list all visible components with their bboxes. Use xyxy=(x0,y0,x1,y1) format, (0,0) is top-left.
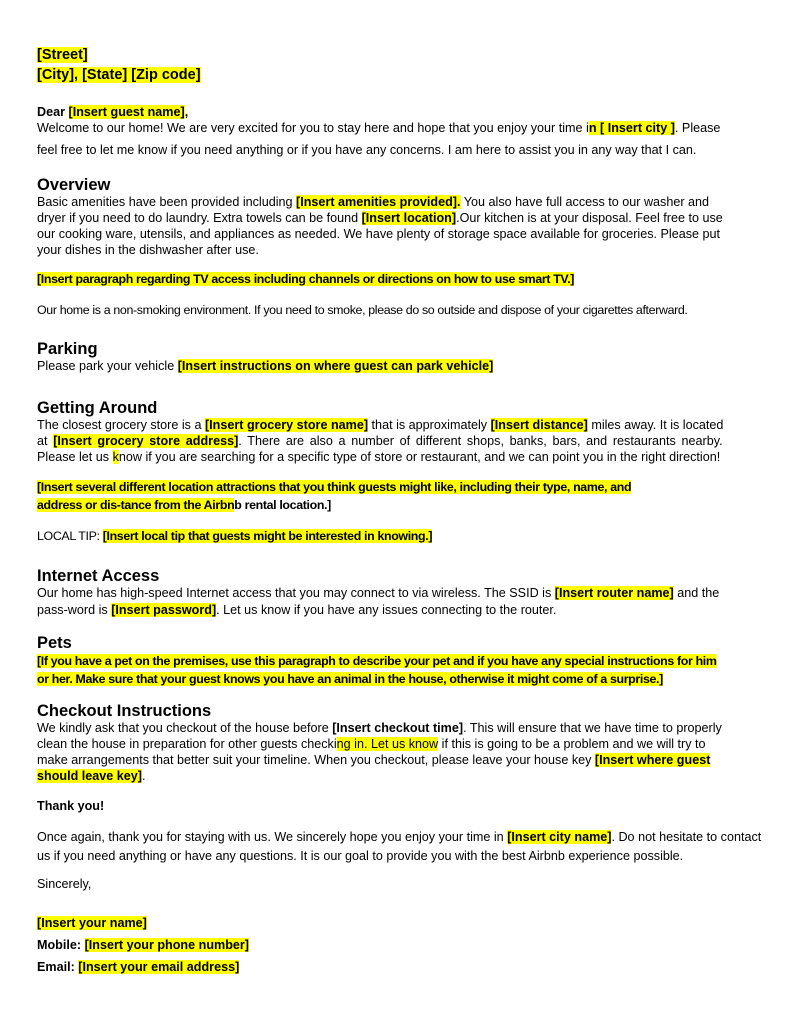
heading-internet-access: Internet Access xyxy=(37,567,160,585)
signature-email: Email: [Insert your email address] xyxy=(37,960,240,974)
pets-line-2: or her. Make sure that your guest knows you have an animal in the house, otherwise it might come of a surprise.] xyxy=(37,672,663,686)
city-name-placeholder: [Insert city name] xyxy=(507,830,612,844)
heading-checkout-instructions: Checkout Instructions xyxy=(37,702,212,720)
address-city-state-zip: [City], [State] [Zip code] xyxy=(37,67,201,83)
checkout-line-3: make arrangements that better suit your timeline. When you checkout, please leave your house key [Insert where guest xyxy=(37,753,711,767)
thank-you: Thank you! xyxy=(37,799,105,813)
attractions-line-2: address or dis-tance from the Airbnb rental location.] xyxy=(37,498,331,512)
parking-placeholder: [Insert instructions on where guest can park vehicle] xyxy=(177,359,494,373)
grocery-address-placeholder: [Insert grocery store address] xyxy=(53,434,239,448)
password-placeholder: [Insert password] xyxy=(111,603,217,617)
closing-line-2: us if you need anything or have any questions. It is our goal to provide you with the best Airbnb experience possible. xyxy=(37,849,684,863)
getting-around-line-3: Please let us know if you are searching for a specific type of store or restaurant, and we can point you in the right direction! xyxy=(37,450,721,464)
checkout-line-1: We kindly ask that you checkout of the house before [Insert checkout time]. This will ensure that we have time to properly xyxy=(37,721,722,735)
overview-line-4: your dishes in the dishwasher after use. xyxy=(37,243,259,257)
attractions-line-1: [Insert several different location attractions that you think guests might like, including their type, name, and xyxy=(37,480,632,494)
city-placeholder: n [ Insert city ] xyxy=(588,121,675,135)
smoking-policy: Our home is a non-smoking environment. If you need to smoke, please do so outside and dispose of your cigarettes afterward. xyxy=(37,303,688,317)
overview-line-2: dryer if you need to do laundry. Extra towels can be found [Insert location].Our kitchen is at your disposal. Feel free to use xyxy=(37,211,723,225)
amenities-placeholder: [Insert amenities provided]. xyxy=(296,195,461,209)
distance-placeholder: [Insert distance] xyxy=(490,418,588,432)
welcome-line-1: Welcome to our home! We are very excited for you to stay here and hope that you enjoy your time in [ Insert city ]. Please xyxy=(37,121,721,135)
parking-text: Please park your vehicle [Insert instructions on where guest can park vehicle] xyxy=(37,359,494,373)
phone-placeholder: [Insert your phone number] xyxy=(84,938,250,952)
pets-line-1: [If you have a pet on the premises, use this paragraph to describe your pet and if you have any special instructions for him xyxy=(37,654,717,668)
heading-parking: Parking xyxy=(37,340,98,358)
heading-getting-around: Getting Around xyxy=(37,399,158,417)
signature-name xyxy=(37,915,147,931)
local-tip: LOCAL TIP: [Insert local tip that guests might be interested in knowing.] xyxy=(37,529,433,543)
your-name-placeholder: [Insert your name] xyxy=(37,916,147,930)
towels-location-placeholder: [Insert location] xyxy=(361,211,457,225)
signature-mobile: Mobile: [Insert your phone number] xyxy=(37,938,250,952)
getting-around-line-1: The closest grocery store is a [Insert grocery store name] that is approximately [Insert distance] miles away. It is located xyxy=(37,418,724,432)
checkout-line-2: clean the house in preparation for other guests checking in. Let us know if this is going to be a problem and we will try to xyxy=(37,737,706,751)
tv-placeholder: [Insert paragraph regarding TV access including channels or directions on how to use smart TV.] xyxy=(37,272,575,286)
internet-line-2: pass-word is [Insert password]. Let us know if you have any issues connecting to the router. xyxy=(37,603,557,617)
welcome-line-2: feel free to let me know if you need anything or if you have any concerns. I am here to assist you in any way that I can. xyxy=(37,143,697,157)
guest-name-placeholder: [Insert guest name] xyxy=(68,105,185,119)
closing-line-1: Once again, thank you for staying with us. We sincerely hope you enjoy your time in [Insert city name]. Do not hesitate to contact xyxy=(37,830,762,844)
sincerely: Sincerely, xyxy=(37,877,92,891)
email-placeholder: [Insert your email address] xyxy=(78,960,240,974)
checkout-time-placeholder: [Insert checkout time] xyxy=(332,721,464,735)
address-street: [Street] xyxy=(37,47,88,63)
overview-line-1: Basic amenities have been provided including [Insert amenities provided]. You also have full access to our washer and xyxy=(37,195,710,209)
overview-line-3: our cooking ware, utensils, and appliances as needed. We have plenty of storage space available for groceries. Please put xyxy=(37,227,721,241)
router-name-placeholder: [Insert router name] xyxy=(554,586,674,600)
grocery-name-placeholder: [Insert grocery store name] xyxy=(204,418,369,432)
internet-line-1: Our home has high-speed Internet access that you may connect to via wireless. The SSID is [Insert router name] and the xyxy=(37,586,720,600)
salutation: Dear [Insert guest name], xyxy=(37,105,189,119)
getting-around-line-2: at [Insert grocery store address]. There are also a number of different shops, banks, bars, and restaurants nearby. xyxy=(37,434,723,448)
checkout-line-4: should leave key]. xyxy=(37,769,146,783)
key-location-placeholder: [Insert where guest xyxy=(594,753,711,767)
heading-pets: Pets xyxy=(37,634,72,652)
local-tip-placeholder: [Insert local tip that guests might be interested in knowing.] xyxy=(102,529,433,543)
heading-overview: Overview xyxy=(37,176,111,194)
